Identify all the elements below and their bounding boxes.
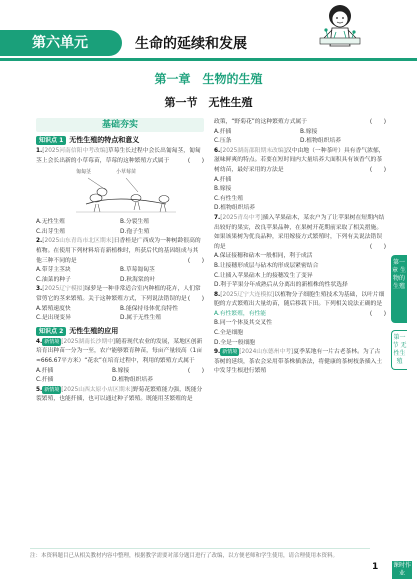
q1-option-a[interactable]: A.无性生殖 [36,219,65,226]
question-2: 2.[2025山东青岛市北区期末]日香桂是广西成为一种树龄很高的植物。在使用下列材料培育新植株时，所获后代的基因组成与其他三种不同的是 ( ) [36,238,204,264]
knowledge-point-2 [36,326,204,336]
q2-option-d[interactable]: D.秋海棠的叶 [120,276,156,283]
q8-option-a[interactable]: A.有性繁殖，有性能 [214,310,267,317]
q3-option-a[interactable]: A.繁殖速度快 [36,305,71,312]
kp2-title: 无性生殖的应用 [69,326,119,335]
q5-option-d[interactable]: D.植物组织培养 [300,138,342,145]
q5-option-c[interactable]: C.压条 [214,138,232,145]
seedling-label: 小草莓苗 [116,169,137,176]
q1-options [36,218,204,237]
q6-options [214,176,386,214]
knowledge-point-1 [36,135,204,145]
kp1-title: 无性生殖的特点和意义 [69,136,140,144]
q4-options [36,367,188,386]
q7-option-d[interactable]: D.利于苹果分年成熟后从分离出的新植株的性状选择 [214,282,348,289]
section-side-tab[interactable]: 第一节 无性生殖 [391,330,407,370]
header-rule [0,58,417,61]
q8-option-c[interactable]: C.全是细胞 [214,330,244,337]
q8-options [214,310,370,348]
q4-option-a[interactable]: A.扦插 [36,367,54,374]
strawberry-diagram [76,168,176,216]
q7-option-c[interactable]: C.让插入苹果砧木上的接穗发生了变异 [214,272,313,279]
new-context-badge: 新情境 [44,338,60,345]
right-column [214,118,386,377]
q6-option-b[interactable]: B.嫁接 [214,186,232,193]
q7-option-b[interactable]: B.让接穗形成层与砧木的形成层紧密结合 [214,262,319,269]
question-7: 7.[2025青岛中考]插入苹果砧木，某农户为了让苹果树在短期内结出较好的果实，改良苹果品种，在果树开花期前采取了相关措施。如果该果树为优良品种，采用嫁接方式繁殖时，下列有关说法错误的是 ( ) [214,214,386,250]
homework-tag: 课时作业 [392,562,411,577]
left-column [36,118,204,405]
q5-options [214,128,386,147]
q6-option-d[interactable]: D.植物组织培养 [214,205,256,212]
question-5-continued: 政策，“野菊花”的这种繁殖方式属于 ( ) [214,119,386,125]
q6-option-a[interactable]: A.扦插 [214,176,232,183]
unit-title: 生命的延续和发展 [135,36,247,52]
new-context-badge: 新情境 [44,386,60,393]
chapter-title: 第一章 生物的生殖 [154,72,263,86]
q2-option-a[interactable]: A.带芽主茎块 [36,267,71,274]
q3-option-c[interactable]: C.是出现变异 [36,315,71,322]
question-3: 3.[2025辽宁模拟]绿萝是一种非常适合室内种植的花卉，人们常常剪它的茎来繁殖。关于这种繁殖方式，下列说法错误的是 ( ) [36,286,204,302]
question-9: 9. 新情境 [2024山东德州中考]夏季某地有一片古老茶林。为了古茶树的延续，茶农会采用带茶株插条法，将健康的茶树枝条插入土中发芽生根进行繁殖 [214,349,383,375]
girl-illustration [300,2,370,58]
question-8: 8.[2025辽宁大连模拟]以植物分子细胞生殖技术为基础，以叶片细胞的方式繁殖出大量幼苗，随后移栽下田。下列相关说法正确的是 ( ) [214,291,386,317]
chapter-side-tab[interactable]: 第一章 生物的生殖 [391,255,407,323]
kp1-badge: 知识点 1 [36,136,66,145]
q5-option-b[interactable]: B.嫁接 [300,128,318,135]
q4-option-c[interactable]: C.扦插 [36,377,54,384]
q2-options [36,266,204,285]
q3-option-b[interactable]: B.能保持母体优良特性 [120,305,178,312]
q7-options [214,252,386,290]
q2-option-c[interactable]: C.油菜的种子 [36,276,71,283]
q6-option-c[interactable]: C.有性生殖 [214,195,244,202]
q3-options [36,305,204,324]
question-5: 5. 新情境 [2025山西太原小店区期末]野菊花繁殖能力强，既能分裂繁殖，也能扦插，也可以通过种子繁殖。既能用茎繁殖的是 [36,386,203,403]
q2-option-b[interactable]: B.草莓匍匐茎 [120,267,155,274]
q8-option-b[interactable]: B.同一个体及其交叉性 [214,320,272,327]
kp2-badge: 知识点 2 [36,327,66,336]
footer-rule [30,548,370,549]
q1-option-b[interactable]: B.分裂生殖 [120,219,150,226]
page-number: 1 [372,562,379,572]
q7-option-a[interactable]: A.保证接穗和砧木一般相同，利于成活 [214,253,313,260]
strawberry-runner-image [76,168,176,216]
runner-label: 匍匐茎 [76,169,92,176]
q1-option-c[interactable]: C.出芽生殖 [36,228,66,235]
unit-badge: 第六单元 [0,30,122,56]
q4-option-b[interactable]: B.嫁接 [111,367,130,374]
section-title: 第一节 无性生殖 [164,96,253,109]
footer-note: 注：本资料题目已从相关教材内容中整理，根据教学需要对部分题目进行了改编，以方便老师和学生使用，请合理使用本资料。 [30,553,339,559]
q8-option-d[interactable]: D.全是一般细胞 [214,339,256,346]
q1-option-d[interactable]: D.孢子生殖 [120,228,150,235]
q4-option-d[interactable]: D.植物组织培养 [111,377,154,384]
basic-practice-title: 基础夯实 [36,118,204,132]
q5-option-a[interactable]: A.扦插 [214,128,232,135]
question-6: 6.[2025湖南邵阳期末改编]汉中由地（一种茶叶）具有香气浓郁，滋味鲜爽的特点。若要在短时间内大量培养大面积具有该香气的茶树幼苗，最好采用的方法是 ( ) [214,147,386,173]
new-context-badge: 新情境 [222,349,238,356]
question-4: 4. 新情境 [2025湖南长沙期中]随着现代农业的发展，某地区创新培育出种苗一分为一至，农户能够繁育种苗，每亩产量较高（1亩≈666.67平方米）“花农”在培育过程中，利用的繁殖方式属于 ( ) [36,338,204,374]
question-1: 1.[2025河南信阳中考改编]草莓生长过程中会长出匍匐茎，匍匐茎上会长出新的小草莓苗，草莓的这种繁殖方式属于 ( ) [36,148,204,164]
q3-option-d[interactable]: D.属于无性生殖 [120,315,162,322]
